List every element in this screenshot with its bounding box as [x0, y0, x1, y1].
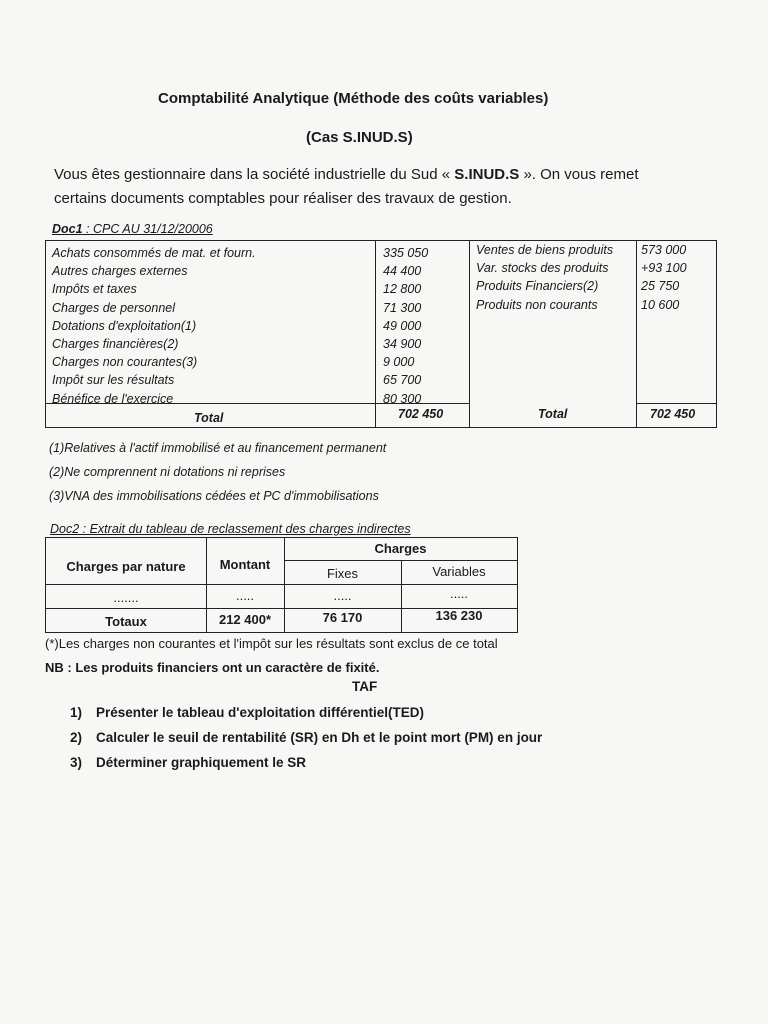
- produit-label: Ventes de biens produits: [476, 243, 614, 257]
- charge-value: 44 400: [383, 264, 422, 279]
- recl-line-2: [46, 584, 517, 585]
- cpc-total-produits: 702 450: [650, 407, 696, 421]
- recl-line-1: [284, 560, 517, 561]
- taf-item: [70, 750, 542, 775]
- reclassement-table: [45, 537, 518, 633]
- produits-labels: [476, 241, 613, 314]
- document-subtitle: (Cas S.INUD.S): [306, 129, 413, 146]
- note-line: (1)Relatives à l'actif immobilisé et au financement permanent: [49, 441, 387, 455]
- doc2-footnotes: [45, 632, 498, 680]
- totaux-variables: 136 230: [435, 608, 483, 623]
- charge-value: 49 000: [383, 318, 422, 333]
- charges-labels: [52, 244, 256, 408]
- taf-item-number: 3): [70, 755, 83, 770]
- charge-label: Autres charges externes: [52, 264, 188, 279]
- cpc-total-label-right: Total: [538, 407, 568, 421]
- charge-label: Charges de personnel: [52, 300, 175, 315]
- charge-value: 12 800: [383, 282, 422, 297]
- dots-variables: .....: [449, 586, 469, 601]
- doc1-notes: [49, 436, 386, 508]
- footnote-line: (*)Les charges non courantes et l'impôt sur les résultats sont exclus de ce total: [45, 636, 498, 651]
- doc1-label: Doc1: [52, 222, 83, 236]
- intro-text-2: ». On vous remet certains documents comptables pour réaliser des travaux de gestion.: [54, 166, 639, 207]
- taf-list: [70, 700, 542, 775]
- doc1-heading: [52, 222, 213, 236]
- col-header-charges: Charges: [374, 541, 427, 556]
- taf-item-text: Déterminer graphiquement le SR: [96, 755, 307, 770]
- charge-value: 65 700: [383, 373, 422, 388]
- produit-value: 573 000: [641, 243, 687, 257]
- taf-title: TAF: [352, 679, 378, 694]
- document-title: Comptabilité Analytique (Méthode des coûts variables): [158, 90, 549, 107]
- intro-paragraph: [54, 163, 664, 211]
- charge-label: Charges non courantes(3): [52, 355, 198, 370]
- charge-label: Dotations d'exploitation(1): [52, 318, 197, 333]
- note-line: (2)Ne comprennent ni dotations ni reprises: [49, 465, 286, 479]
- dots-nature: .......: [113, 590, 139, 605]
- produit-value: 10 600: [641, 297, 680, 312]
- col-header-fixes: Fixes: [326, 566, 359, 581]
- intro-text-1: Vous êtes gestionnaire dans la société industrielle du Sud «: [54, 166, 455, 183]
- taf-item: [70, 725, 542, 750]
- totaux-fixes: 76 170: [322, 610, 363, 625]
- charge-label: Impôts et taxes: [52, 282, 137, 297]
- produits-values: [641, 241, 687, 314]
- taf-item-number: 2): [70, 730, 83, 745]
- cpc-total-charges: 702 450: [398, 407, 444, 421]
- charge-value: 71 300: [383, 300, 422, 315]
- produit-value: 25 750: [641, 279, 680, 294]
- charges-values: [383, 244, 428, 408]
- cpc-total-label-left: Total: [194, 411, 224, 425]
- taf-item-text: Calculer le seuil de rentabilité (SR) en Dh et le point mort (PM) en jour: [96, 730, 543, 745]
- charge-label: Bénéfice de l'exercice: [52, 391, 174, 406]
- col-header-variables: Variables: [432, 564, 486, 579]
- charge-value: 34 900: [383, 337, 422, 352]
- taf-item-number: 1): [70, 705, 83, 720]
- produit-label: Produits non courants: [476, 297, 598, 312]
- col-header-nature: Charges par nature: [66, 559, 186, 574]
- note-line: (3)VNA des immobilisations cédées et PC d'immobilisations: [49, 489, 379, 503]
- taf-item: [70, 700, 542, 725]
- produit-label: Produits Financiers(2): [476, 279, 599, 294]
- cpc-divider-1: [375, 241, 376, 427]
- charge-value: 80 300: [383, 391, 422, 406]
- intro-company: S.INUD.S: [454, 166, 520, 183]
- produit-label: Var. stocks des produits: [476, 261, 609, 276]
- col-header-montant: Montant: [219, 557, 271, 572]
- totaux-label: Totaux: [105, 614, 147, 629]
- dots-montant: .....: [235, 588, 255, 603]
- produit-value: +93 100: [641, 261, 687, 276]
- charge-label: Impôt sur les résultats: [52, 373, 175, 388]
- doc2-heading: Doc2 : Extrait du tableau de reclassement des charges indirectes: [50, 522, 411, 536]
- cpc-total-line-right: [636, 403, 716, 404]
- charge-value: 335 050: [383, 246, 429, 260]
- nb-line: NB : Les produits financiers ont un caractère de fixité.: [45, 660, 380, 675]
- charge-value: 9 000: [383, 355, 415, 370]
- doc1-title: : CPC AU 31/12/20006: [82, 222, 213, 236]
- dots-fixes: .....: [333, 588, 352, 603]
- cpc-divider-2: [469, 241, 470, 427]
- charge-label: Charges financières(2): [52, 337, 179, 352]
- cpc-divider-3: [636, 241, 637, 427]
- totaux-montant: 212 400*: [218, 612, 272, 627]
- charge-label: Achats consommés de mat. et fourn.: [52, 246, 256, 260]
- taf-item-text: Présenter le tableau d'exploitation différentiel(TED): [96, 705, 425, 720]
- cpc-table: [45, 240, 717, 428]
